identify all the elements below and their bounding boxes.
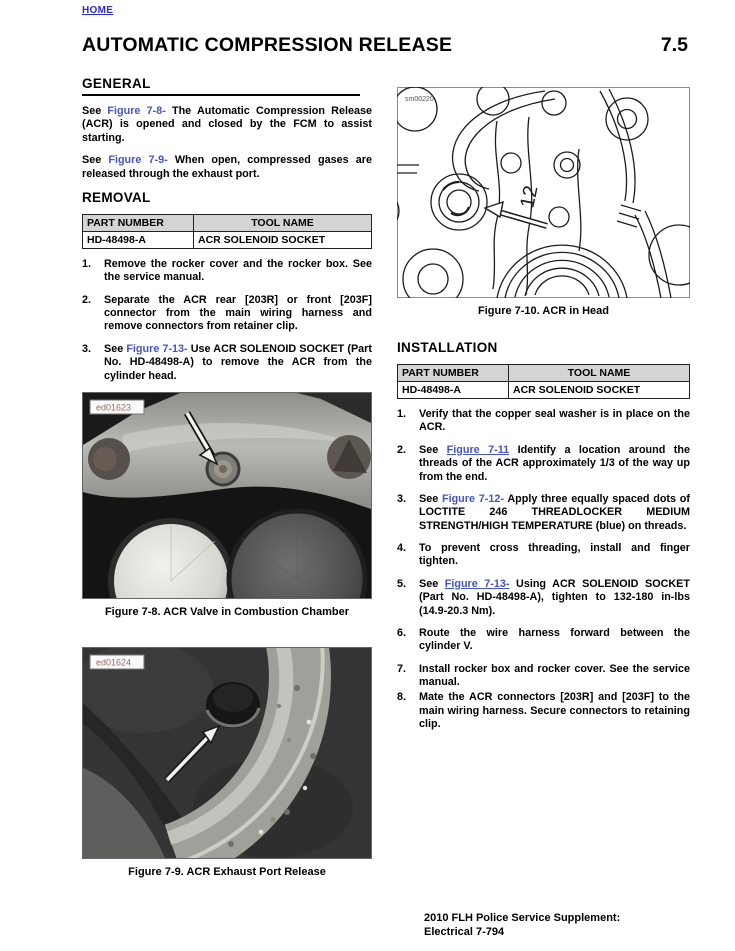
figure-7-9 (82, 647, 372, 878)
photo-code-text: ed01624 (96, 657, 132, 668)
part-number-cell: HD-48498-A (398, 382, 509, 399)
installation-step-5 (397, 578, 690, 618)
right-column (397, 87, 690, 741)
photo-code-tag (90, 400, 144, 414)
page-footer: 2010 FLH Police Service Supplement: Electrical 7-794 (424, 912, 621, 939)
figure-7-8 (82, 392, 372, 618)
removal-step-3 (82, 343, 372, 383)
table-row (83, 231, 372, 248)
table-row (398, 382, 690, 399)
general-paragraph-1 (82, 105, 372, 145)
installation-tools-table (397, 364, 690, 399)
text: When open, compressed gases are released through the exhaust port. (82, 154, 372, 180)
step-text (419, 408, 690, 435)
step-text (419, 663, 690, 690)
title-bar (82, 34, 688, 57)
text: Separate the ACR rear [203R] or front [203F] connector from the main wiring harness and remove connectors from retainer clip. (104, 293, 372, 333)
general-paragraph-2 (82, 154, 372, 181)
removal-step-2 (82, 294, 372, 334)
installation-step-3 (397, 493, 690, 533)
home-link[interactable]: HOME (82, 5, 114, 16)
step-number: 3. (82, 342, 92, 355)
tool-name-header: TOOL NAME (509, 365, 690, 382)
figure-7-8-caption: Figure 7-8. ACR Valve in Combustion Chamber (104, 605, 350, 618)
figure-7-13-link[interactable]: Figure 7-13- (126, 342, 188, 355)
step-number: 1. (82, 257, 92, 270)
table-header-row (83, 214, 372, 231)
tool-name-cell: ACR SOLENOID SOCKET (509, 382, 690, 399)
removal-heading: REMOVAL (82, 189, 151, 205)
text: See (419, 443, 447, 456)
page-number: 7.5 (660, 34, 688, 56)
installation-step-8 (397, 691, 690, 731)
page-title: AUTOMATIC COMPRESSION RELEASE (82, 34, 453, 56)
figure-7-10-caption: Figure 7-10. ACR in Head (477, 305, 609, 317)
step-number: 3. (397, 492, 407, 505)
step-text (419, 691, 690, 731)
installation-heading: INSTALLATION (397, 340, 498, 355)
text: To prevent cross threading, install and finger tighten. (419, 542, 690, 568)
figure-7-9-caption: Figure 7-9. ACR Exhaust Port Release (128, 865, 326, 878)
step-text (419, 627, 690, 654)
step-number: 2. (82, 293, 92, 306)
part-number-header: PART NUMBER (83, 214, 194, 231)
text: Mate the ACR connectors [203R] and [203F] to the main wiring harness. Secure connectors to retaining clip. (419, 691, 690, 731)
photo-code-tag (90, 655, 144, 669)
step-text (104, 294, 372, 334)
text: Using ACR SOLENOID SOCKET (Part No. HD-48498-A), tighten to 132-180 in-lbs (14.9-20.3 Nm). (419, 577, 690, 617)
text: Apply three equally spaced dots of LOCTITE 246 THREADLOCKER MEDIUM STRENGTH/HIGH TEMPERATURE (blue) on threads. (419, 492, 690, 532)
figure-7-13-link[interactable]: Figure 7-13- (444, 577, 510, 590)
installation-step-1 (397, 408, 690, 435)
text: See (419, 492, 442, 505)
tool-name-header: TOOL NAME (194, 214, 372, 231)
installation-step-2 (397, 444, 690, 484)
removal-tools-table (82, 214, 372, 249)
text: See (104, 342, 127, 355)
text: Use ACR SOLENOID SOCKET (Part No. HD-48498-A) to remove the ACR from the cylinder head. (104, 342, 372, 382)
step-number: 2. (397, 443, 407, 456)
text: Route the wire harness forward between the cylinder V. (419, 626, 690, 653)
figure-7-9-photo (82, 647, 372, 859)
installation-step-4 (397, 542, 690, 569)
drawing-code-text: sm00220 (405, 96, 434, 103)
tool-name-cell: ACR SOLENOID SOCKET (194, 231, 372, 248)
step-number: 6. (397, 626, 407, 639)
installation-step-6 (397, 627, 690, 654)
text: See (419, 577, 445, 590)
step-text (104, 258, 372, 285)
figure-7-10 (397, 87, 690, 317)
step-text (419, 542, 690, 569)
table-header-row (398, 365, 690, 382)
figure-7-8-photo (82, 392, 372, 599)
photo-code-text: ed01623 (96, 402, 132, 413)
step-number: 4. (397, 542, 407, 554)
removal-step-1 (82, 258, 372, 285)
text: Install rocker box and rocker cover. See the service manual. (419, 662, 690, 688)
part-number-cell: HD-48498-A (83, 231, 194, 248)
step-text (419, 493, 690, 533)
text: Verify that the copper seal washer is in place on the ACR. (419, 408, 690, 434)
figure-7-8-link[interactable]: Figure 7-8- (107, 105, 166, 117)
step-number: 5. (397, 577, 407, 590)
step-text (104, 343, 372, 383)
text: Remove the rocker cover and the rocker box. See the service manual. (104, 257, 372, 284)
text: Identify a location around the threads of the ACR approximately 1/3 of the way up from the end. (419, 443, 690, 483)
step-number: 7. (397, 662, 407, 675)
text: See (82, 154, 109, 167)
part-callout-label: 12 (516, 183, 543, 211)
text: See (82, 105, 108, 117)
figure-7-10-drawing (397, 87, 690, 298)
general-heading: GENERAL (82, 76, 360, 96)
figure-7-9-link[interactable]: Figure 7-9- (108, 154, 168, 167)
left-column (82, 76, 372, 878)
step-number: 8. (397, 691, 407, 704)
step-number: 1. (397, 408, 407, 420)
step-text (419, 444, 690, 484)
figure-7-12-link[interactable]: Figure 7-12- (441, 492, 504, 505)
part-number-header: PART NUMBER (398, 365, 509, 382)
text: The Automatic Compression Release (ACR) is opened and closed by the FCM to assist starting. (82, 105, 372, 144)
figure-7-11-link[interactable]: Figure 7-11 (446, 443, 510, 456)
installation-step-7 (397, 663, 690, 690)
step-text (419, 578, 690, 618)
